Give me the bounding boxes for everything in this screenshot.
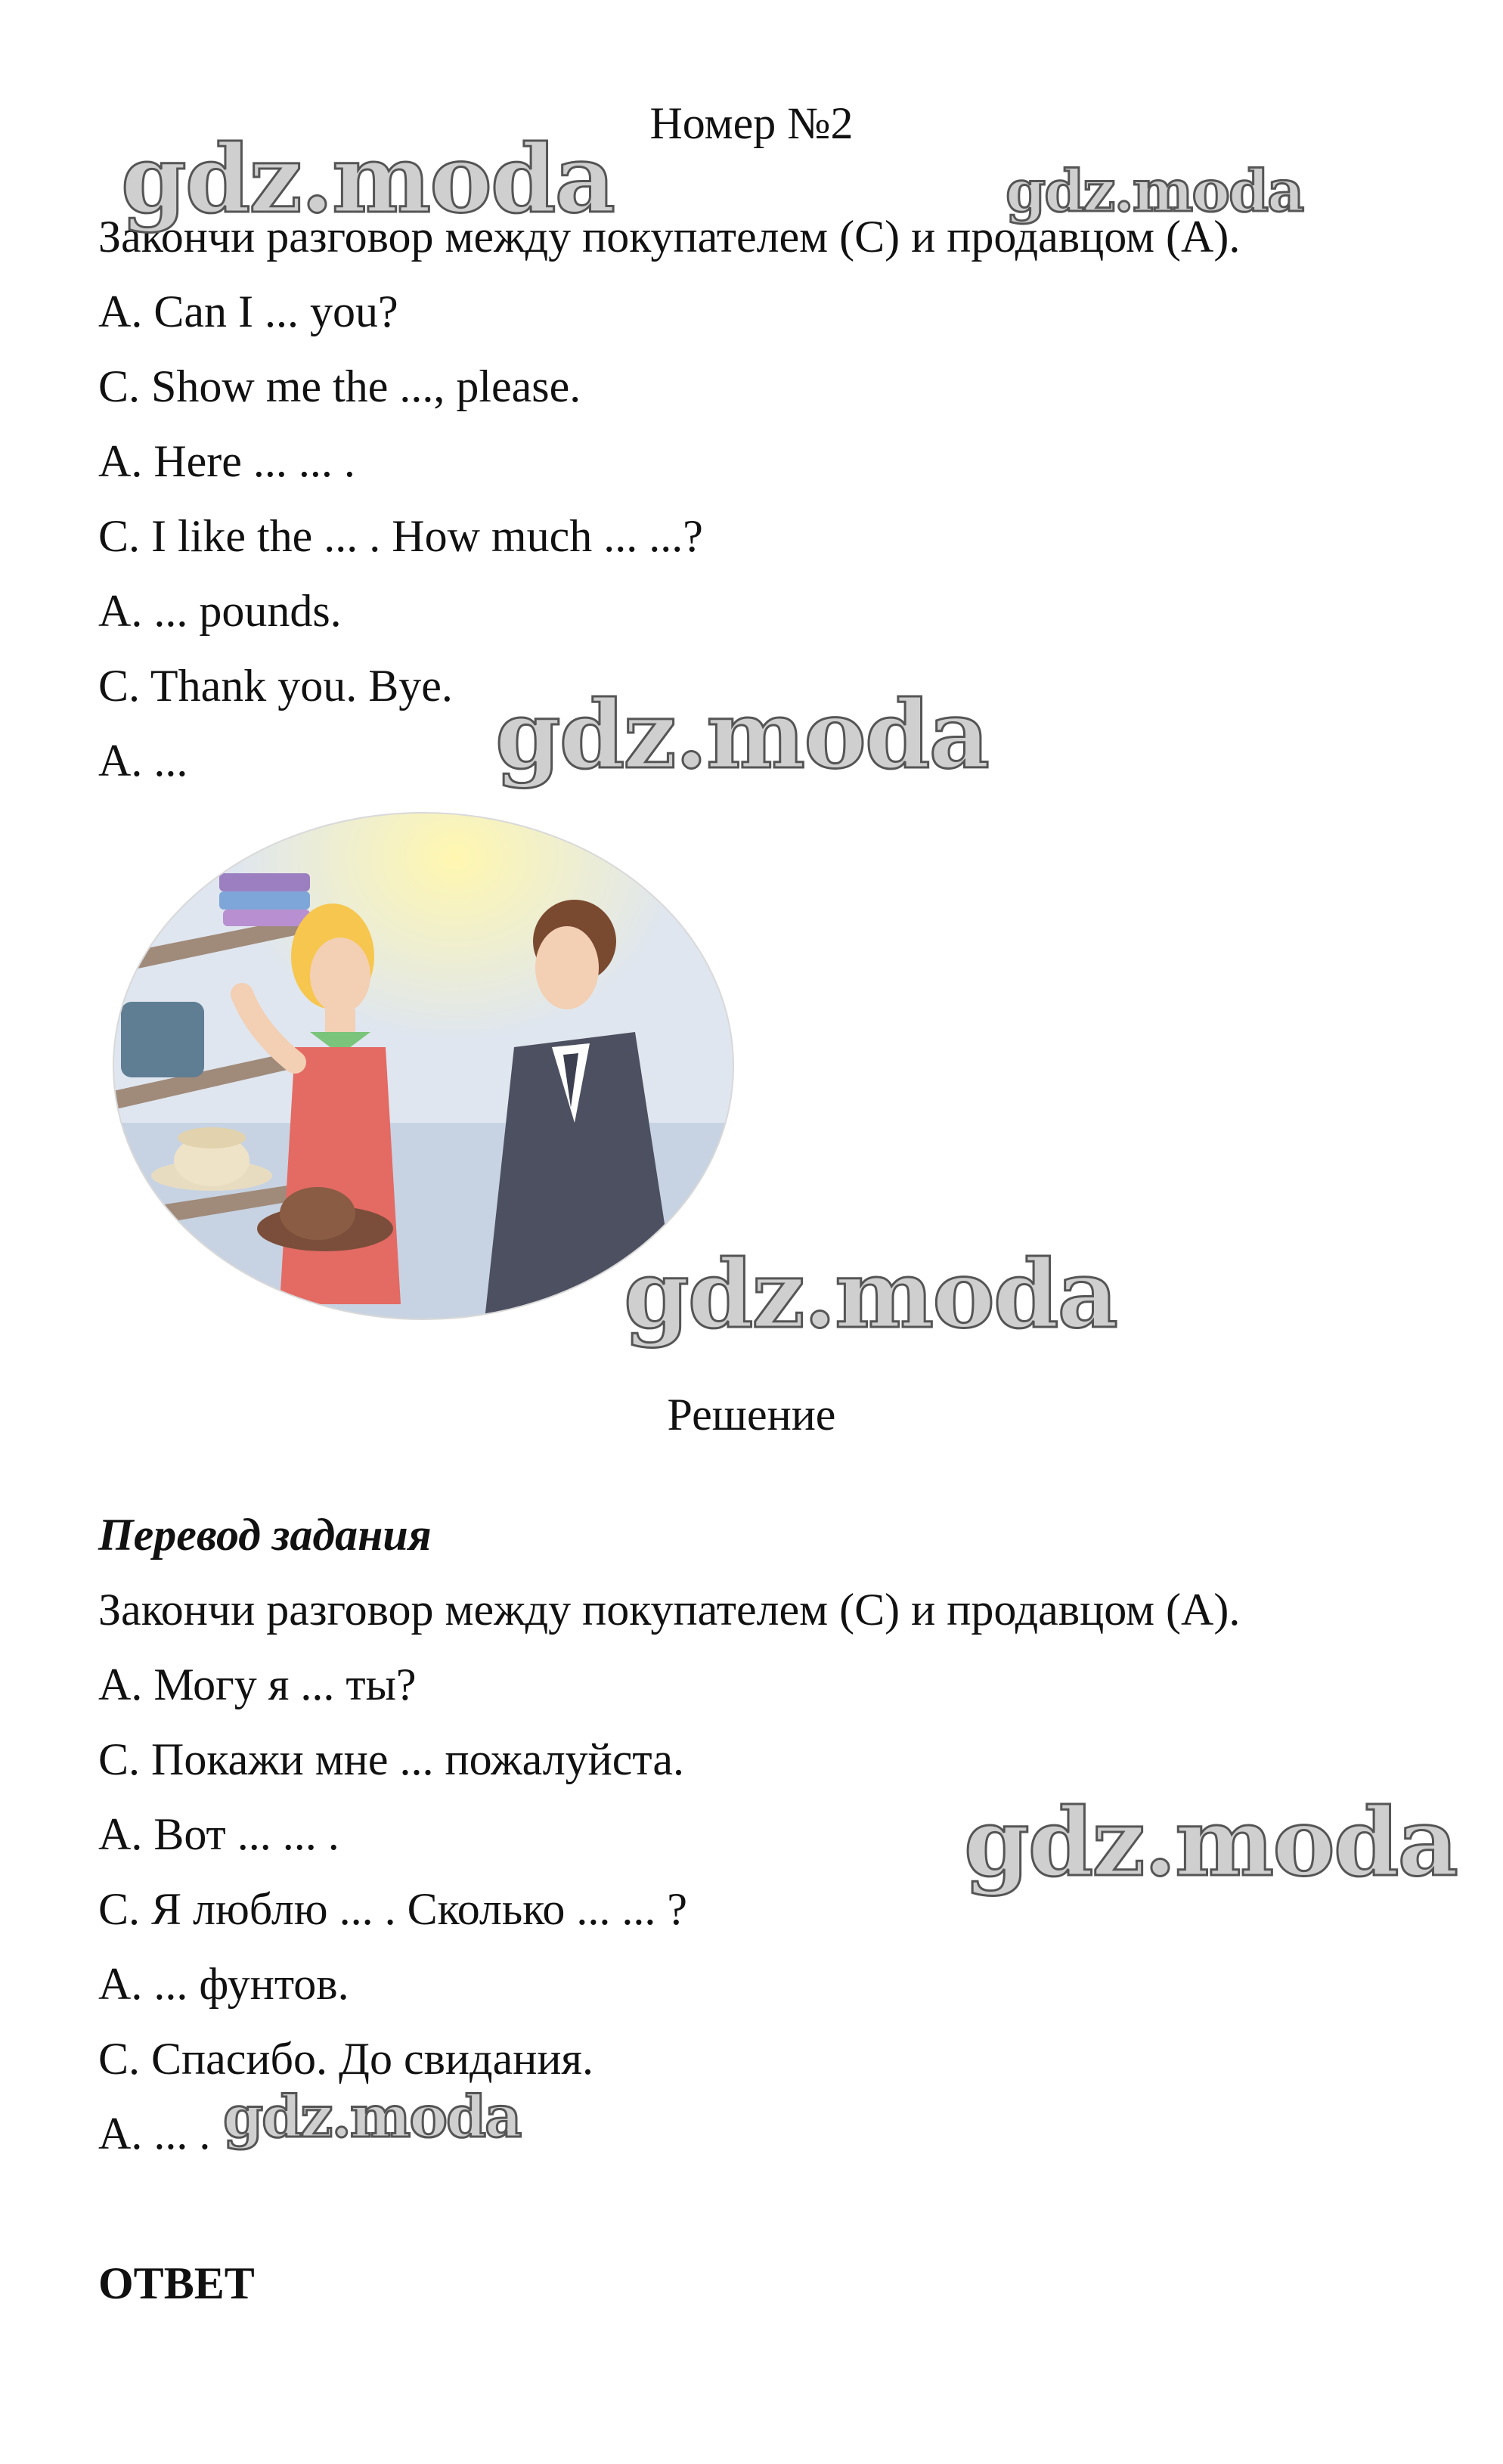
dialogue-line: C. Show me the ..., please. — [98, 361, 581, 411]
translation-instruction: Закончи разговор между покупателем (С) и продавцом (А). — [98, 1585, 1241, 1635]
watermark: gdz.moda — [495, 680, 988, 790]
page-title: Номер №2 — [649, 98, 854, 148]
dialogue-line: A. Here ... ... . — [98, 436, 355, 486]
watermark: gdz.moda — [1006, 157, 1303, 225]
dialogue-line: A. Can I ... you? — [98, 287, 398, 336]
dialogue-line: A. ... pounds. — [98, 586, 342, 636]
watermark: gdz.moda — [121, 125, 614, 234]
watermark: gdz.moda — [964, 1788, 1457, 1898]
watermark: gdz.moda — [223, 2083, 521, 2150]
dialogue-line: A. ... — [98, 736, 188, 786]
dialogue-line: C. Thank you. Bye. — [98, 661, 453, 711]
translation-line: А. Могу я ... ты? — [98, 1660, 417, 1709]
task-instruction: Закончи разговор между покупателем (С) и продавцом (А). — [98, 212, 1241, 262]
translation-heading: Перевод задания — [98, 1510, 432, 1560]
translation-line: С. Я люблю ... . Сколько ... ... ? — [98, 1884, 687, 1934]
translation-line: С. Покажи мне ... пожалуйста. — [98, 1734, 684, 1784]
answer-heading: ОТВЕТ — [98, 2258, 255, 2308]
watermark: gdz.moda — [624, 1240, 1117, 1350]
dialogue-line: C. I like the ... . How much ... ...? — [98, 511, 703, 561]
translation-line: С. Спасибо. До свидания. — [98, 2034, 594, 2084]
translation-line: А. ... фунтов. — [98, 1959, 349, 2009]
translation-line: А. Вот ... ... . — [98, 1809, 339, 1859]
solution-title: Решение — [667, 1390, 836, 1440]
translation-line: А. ... . — [98, 2109, 211, 2159]
